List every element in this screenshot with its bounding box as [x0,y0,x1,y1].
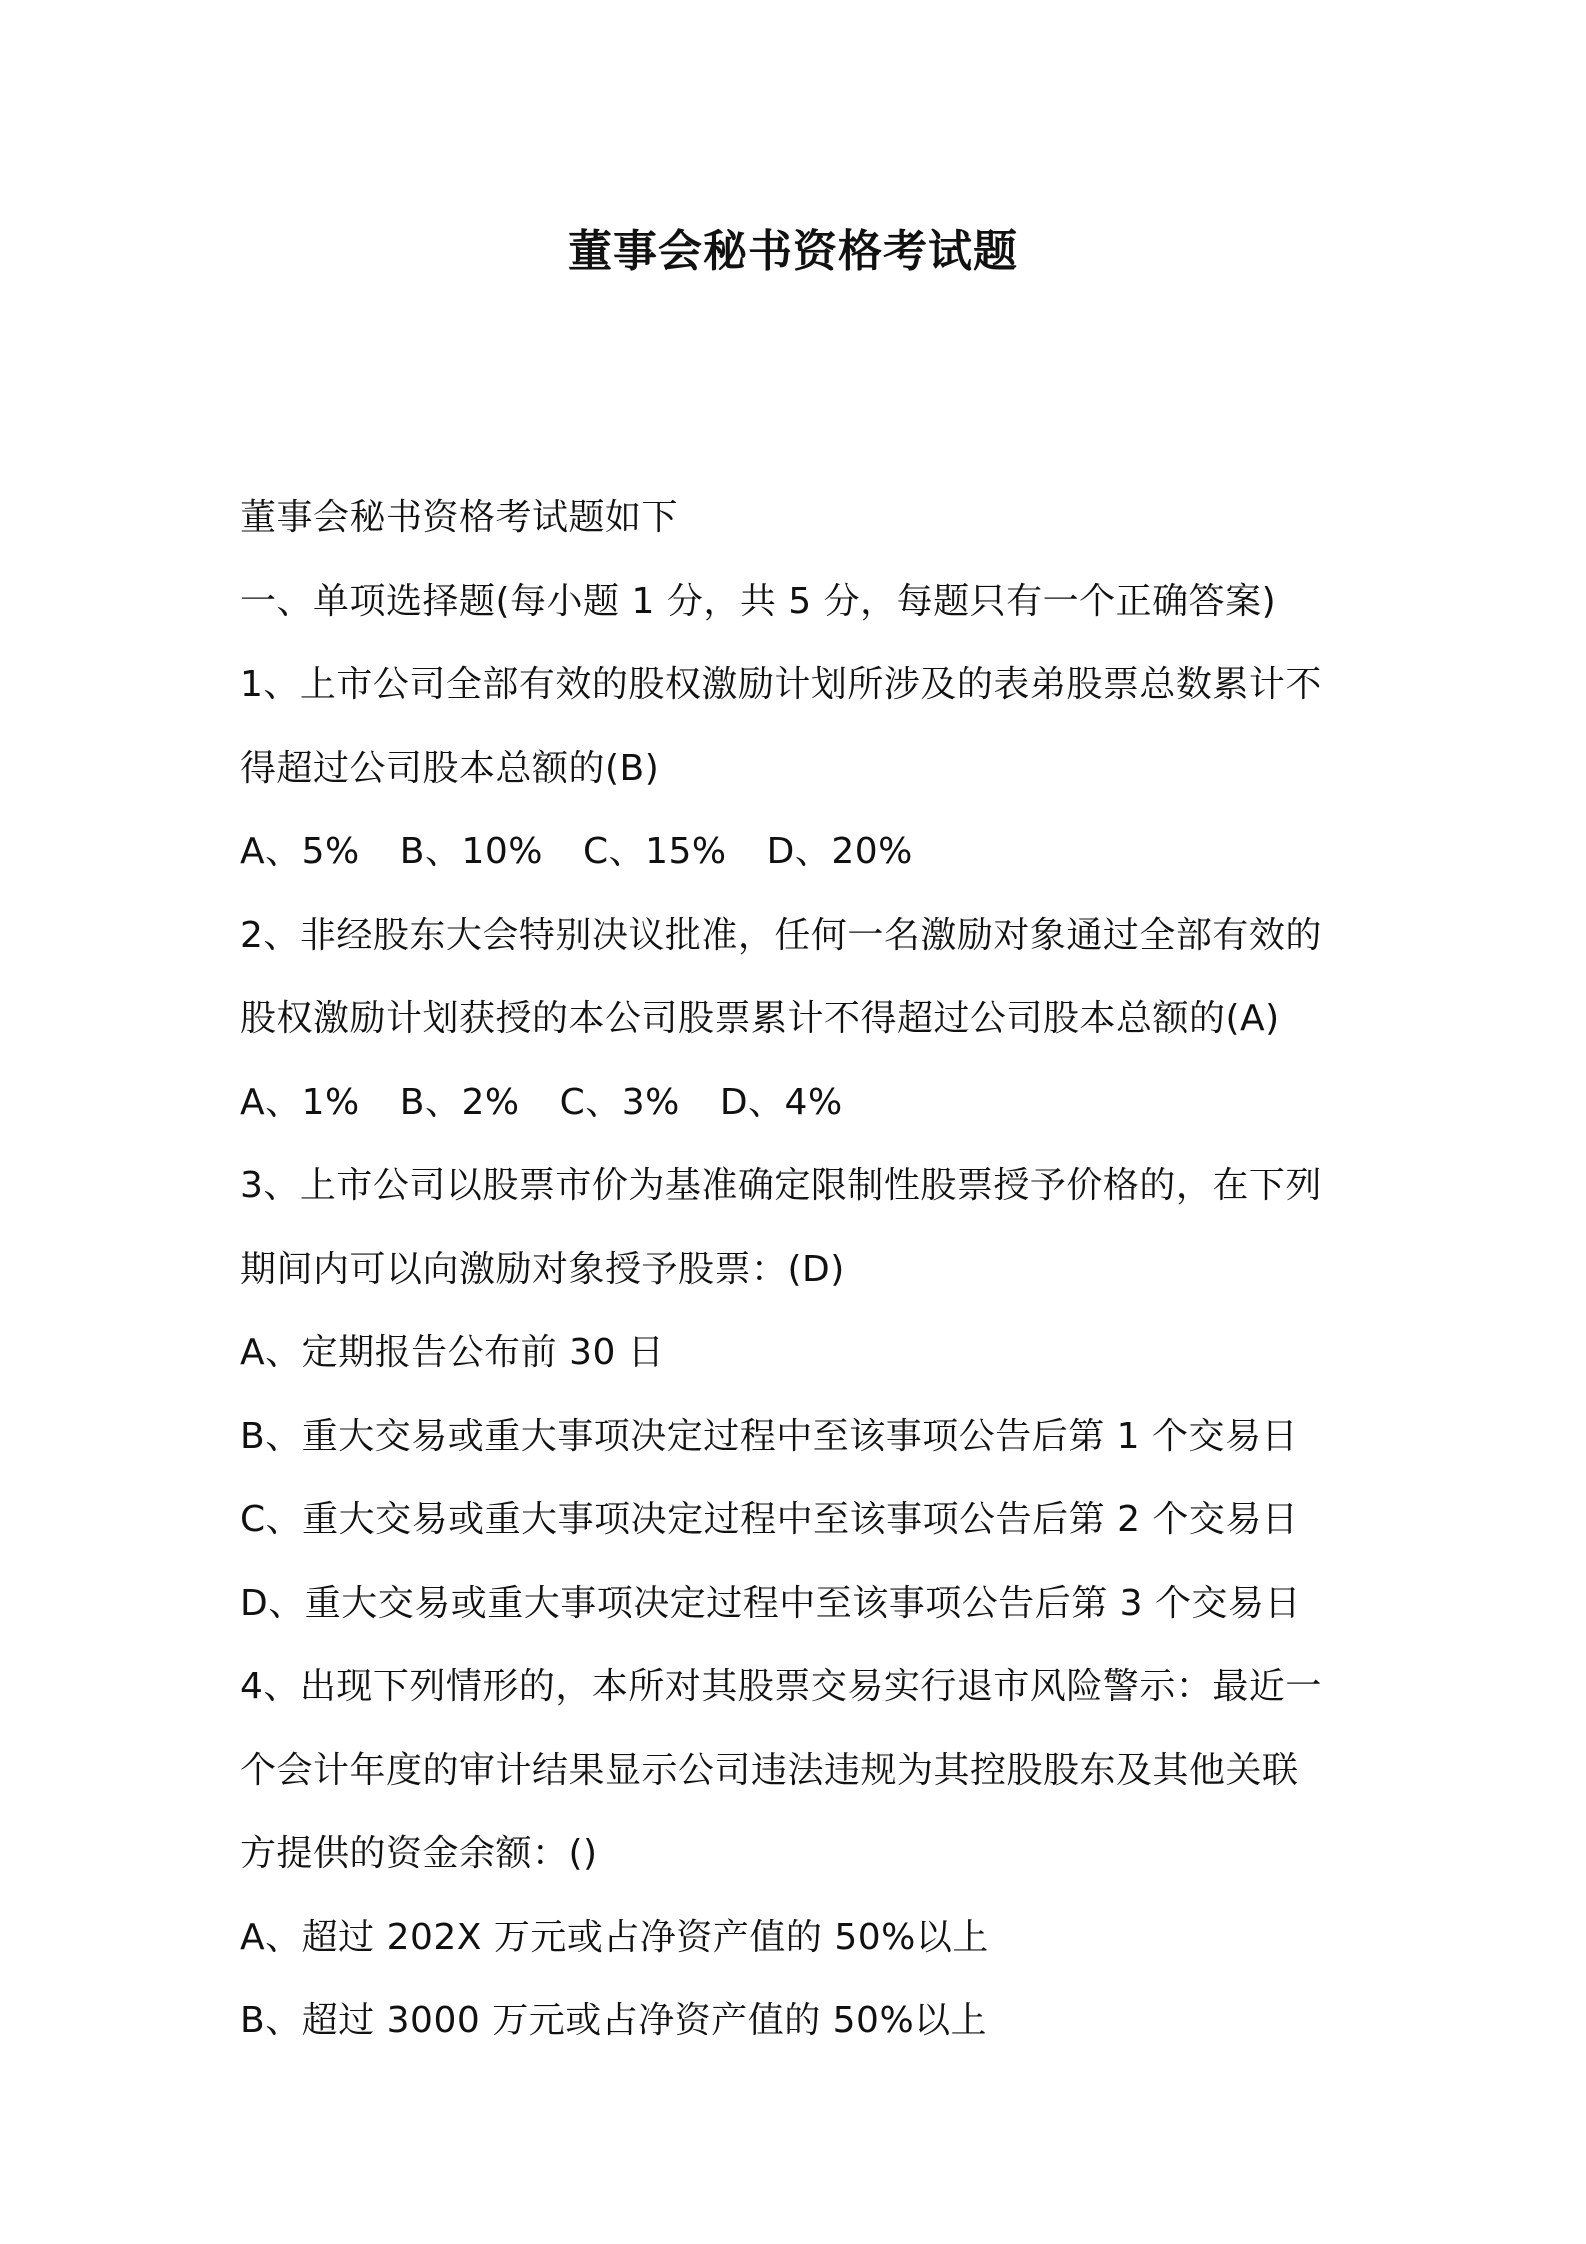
q1-option-b: B、10% [399,831,543,872]
section-heading: 一、单项选择题(每小题 1 分，共 5 分，每题只有一个正确答案) [240,580,1277,622]
q2-option-b: B、2% [399,1081,520,1123]
q2-option-d: D、4% [719,1081,843,1123]
question-4-line-1: 4、出现下列情形的，本所对其股票交易实行退市风险警示：最近一 [240,1666,1322,1707]
question-1-line-2: 得超过公司股本总额的(B) [240,747,660,789]
question-4-line-3: 方提供的资金余额：() [240,1833,598,1874]
document-title: 董事会秘书资格考试题 [568,226,1018,277]
question-4-line-2: 个会计年度的审计结果显示公司违法违规为其控股股东及其他关联 [240,1749,1299,1791]
question-3-line-2: 期间内可以向激励对象授予股票：(D) [240,1248,845,1290]
document-body [240,476,1360,2063]
intro-line: 董事会秘书资格考试题如下 [240,497,679,538]
question-3-option-a: A、定期报告公布前 30 日 [240,1332,665,1373]
q2-option-a: A、1% [240,1081,360,1123]
question-3-line-1: 3、上市公司以股票市价为基准确定限制性股票授予价格的，在下列 [240,1165,1322,1206]
question-2-line-2: 股权激励计划获授的本公司股票累计不得超过公司股本总额的(A) [240,998,1280,1039]
question-3-option-c: C、重大交易或重大事项决定过程中至该事项公告后第 2 个交易日 [240,1499,1299,1540]
q1-option-c: C、15% [582,831,727,872]
question-2-line-1: 2、非经股东大会特别决议批准，任何一名激励对象通过全部有效的 [240,914,1322,956]
question-1-options [240,810,1360,894]
q2-option-c: C、3% [559,1081,680,1123]
q1-option-a: A、5% [240,831,360,872]
question-4-option-a: A、超过 202X 万元或占净资产值的 50%以上 [240,1916,989,1958]
q1-option-d: D、20% [766,831,913,872]
question-2-options [240,1061,1360,1145]
question-3-option-d: D、重大交易或重大事项决定过程中至该事项公告后第 3 个交易日 [240,1582,1302,1624]
question-3-option-b: B、重大交易或重大事项决定过程中至该事项公告后第 1 个交易日 [240,1415,1298,1457]
question-1-line-1: 1、上市公司全部有效的股权激励计划所涉及的表弟股票总数累计不 [240,664,1322,705]
question-4-option-b: B、超过 3000 万元或占净资产值的 50%以上 [240,2000,988,2041]
